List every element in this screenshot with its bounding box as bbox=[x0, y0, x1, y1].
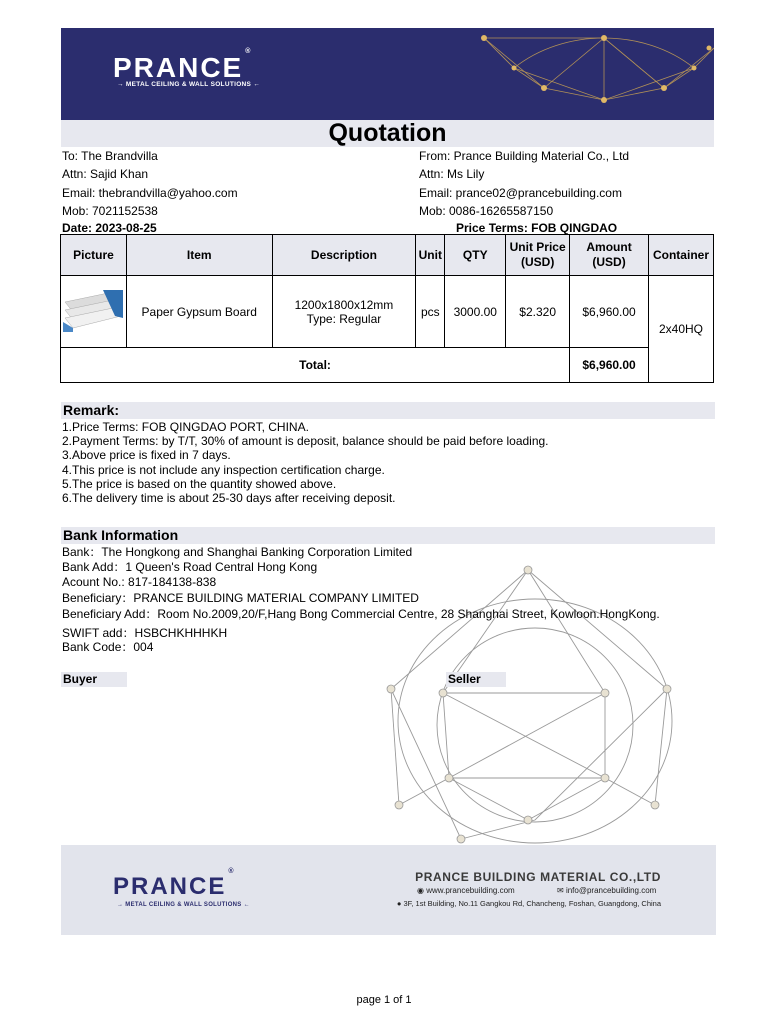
total-value: $6,960.00 bbox=[570, 348, 649, 383]
bank-line: Bank Code：004 bbox=[62, 640, 154, 654]
mail-icon: ✉ bbox=[557, 886, 566, 895]
row-unit: pcs bbox=[416, 276, 445, 348]
footer-website: ◉ www.prancebuilding.com bbox=[417, 886, 515, 895]
row-item: Paper Gypsum Board bbox=[126, 276, 272, 348]
col-amount: Amount (USD) bbox=[570, 235, 649, 276]
buyer-label: Buyer bbox=[61, 672, 127, 687]
bank-line: Bank：The Hongkong and Shanghai Banking Corporation Limited bbox=[62, 545, 413, 559]
network-decoration bbox=[474, 28, 714, 120]
gypsum-board-image bbox=[63, 288, 123, 332]
remark-line: 4.This price is not include any inspection certification charge. bbox=[62, 463, 385, 477]
footer-email: ✉ info@prancebuilding.com bbox=[557, 886, 657, 895]
footer-logo: PRANCE® bbox=[113, 868, 234, 900]
bank-line: Beneficiary Add：Room No.2009,20/F,Hang Bong Commercial Centre, 28 Shanghai Street, Kowloon.HongKong. bbox=[62, 607, 660, 621]
col-unit: Unit bbox=[416, 235, 445, 276]
footer-banner bbox=[61, 845, 716, 935]
footer-company: PRANCE BUILDING MATERIAL CO.,LTD bbox=[415, 870, 661, 884]
footer-address: ● 3F, 1st Building, No.11 Gangkou Rd, Chancheng, Foshan, Guangdong, China bbox=[396, 899, 661, 908]
globe-icon: ◉ bbox=[417, 886, 427, 895]
quotation-table bbox=[60, 234, 714, 383]
col-unit-price: Unit Price (USD) bbox=[506, 235, 570, 276]
from-line: From: Prance Building Material Co., Ltd bbox=[419, 149, 630, 163]
page-title: Quotation bbox=[328, 119, 447, 147]
remark-line: 6.The delivery time is about 25-30 days after receiving deposit. bbox=[62, 491, 396, 505]
to-mob: Mob: 7021152538 bbox=[62, 204, 158, 218]
row-description: 1200x1800x12mm Type: Regular bbox=[272, 276, 416, 348]
col-container: Container bbox=[648, 235, 713, 276]
remark-line: 5.The price is based on the quantity showed above. bbox=[62, 477, 337, 491]
bank-line: Beneficiary：PRANCE BUILDING MATERIAL COMPANY LIMITED bbox=[62, 591, 419, 605]
total-row bbox=[61, 348, 714, 383]
footer-tagline: → METAL CEILING & WALL SOLUTIONS ← bbox=[117, 902, 250, 908]
from-mob: Mob: 0086-16265587150 bbox=[419, 204, 554, 218]
from-email: Email: prance02@prancebuilding.com bbox=[419, 186, 622, 200]
to-attn: Attn: Sajid Khan bbox=[62, 167, 149, 181]
row-amount: $6,960.00 bbox=[570, 276, 649, 348]
title-bar bbox=[61, 120, 714, 147]
remark-line: 3.Above price is fixed in 7 days. bbox=[62, 448, 231, 462]
remark-line: 1.Price Terms: FOB QINGDAO PORT, CHINA. bbox=[62, 420, 309, 434]
price-terms: Price Terms: FOB QINGDAO bbox=[456, 221, 618, 235]
row-unit-price: $2.320 bbox=[506, 276, 570, 348]
col-picture: Picture bbox=[61, 235, 127, 276]
bank-line: Bank Add：1 Queen's Road Central Hong Kong bbox=[62, 560, 318, 574]
remark-heading: Remark: bbox=[61, 402, 715, 419]
bank-line: SWIFT add：HSBCHKHHHKH bbox=[62, 626, 228, 640]
to-line: To: The Brandvilla bbox=[62, 149, 158, 163]
to-email: Email: thebrandvilla@yahoo.com bbox=[62, 186, 238, 200]
product-picture bbox=[61, 276, 127, 348]
table-header-row bbox=[61, 235, 714, 276]
bank-heading: Bank Information bbox=[61, 527, 715, 544]
header-banner bbox=[61, 28, 714, 120]
brand-logo: PRANCE® bbox=[113, 47, 251, 83]
quote-date: Date: 2023-08-25 bbox=[62, 221, 157, 235]
from-attn: Attn: Ms Lily bbox=[419, 167, 485, 181]
row-qty: 3000.00 bbox=[445, 276, 506, 348]
seller-label: Seller bbox=[446, 672, 506, 687]
remark-line: 2.Payment Terms: by T/T, 30% of amount is deposit, balance should be paid before loading. bbox=[62, 434, 549, 448]
col-item: Item bbox=[126, 235, 272, 276]
col-description: Description bbox=[272, 235, 416, 276]
brand-tagline: → METAL CEILING & WALL SOLUTIONS ← bbox=[117, 81, 261, 88]
bank-line: Acount No.: 817-184138-838 bbox=[62, 575, 217, 589]
row-container: 2x40HQ bbox=[648, 276, 713, 383]
table-row bbox=[61, 276, 714, 348]
location-icon: ● bbox=[396, 899, 404, 908]
page-number: page 1 of 1 bbox=[356, 994, 412, 1006]
col-qty: QTY bbox=[445, 235, 506, 276]
total-label: Total: bbox=[61, 348, 570, 383]
